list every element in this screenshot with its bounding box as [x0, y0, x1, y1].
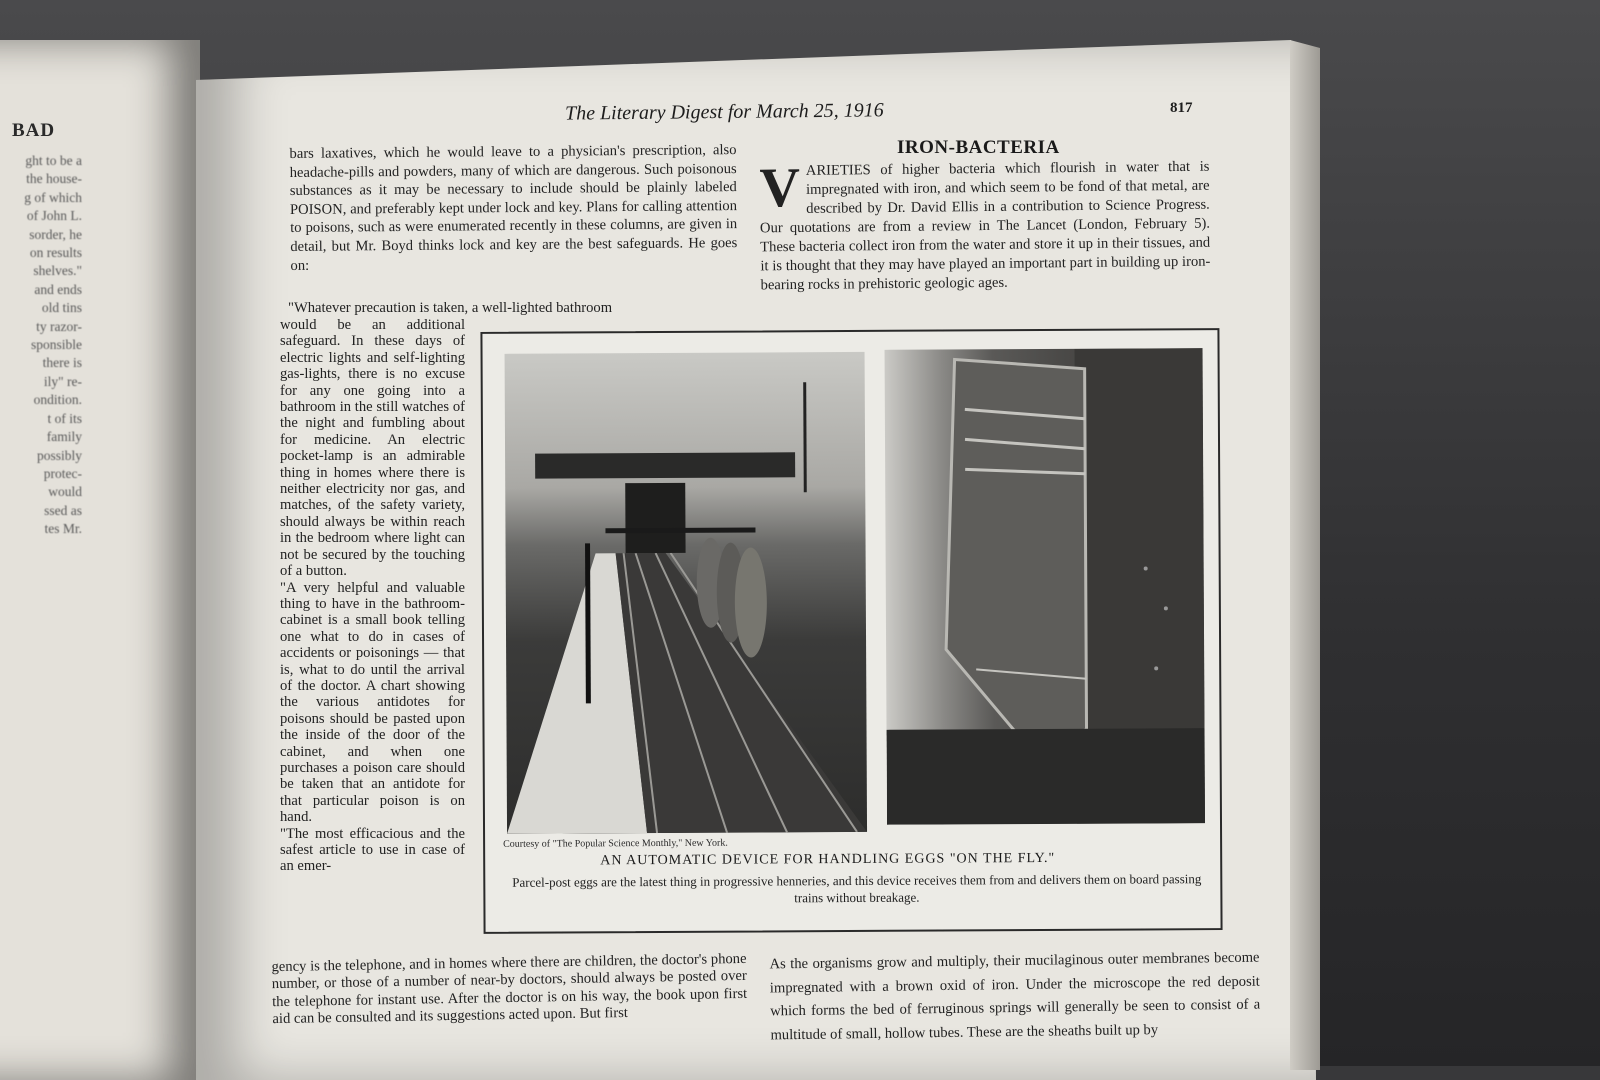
- left-line: tes Mr.: [44, 521, 82, 537]
- figure-caption: AN AUTOMATIC DEVICE FOR HANDLING EGGS "ON THE FLY.": [600, 850, 1056, 869]
- left-line: family: [46, 429, 82, 445]
- page-edge: [1290, 40, 1320, 1070]
- left-line: t of its: [47, 410, 82, 426]
- narrow-paragraph-3: "The most efficacious and the safest article to use in case of an emer-: [280, 825, 465, 875]
- running-head: The Literary Digest for March 25, 1916: [564, 99, 884, 125]
- railway-platform-photo-art: [505, 352, 868, 834]
- narrow-paragraph-2: "A very helpful and valuable thing to have in the bathroom-cabinet is a small book telling one what to do in cases of accidents or poisonings — that is, what to do until the arrival of the doctor. A chart showing the various antidotes for poisons should be pasted upon the inside of the door of the cabinet, and when one purchases a poison care should be taken that an antidote for that particular poison is on hand.: [280, 579, 465, 826]
- left-line: of John L.: [26, 208, 82, 224]
- quote-start: "Whatever precaution is taken, a well-lighted bathroom: [288, 300, 613, 316]
- left-line: protec-: [43, 465, 82, 481]
- drop-cap: V: [759, 156, 801, 220]
- left-page-text: [0, 152, 82, 539]
- left-line: the house-: [26, 171, 82, 187]
- train-car-device-photo: [885, 348, 1205, 825]
- left-line: ily" re-: [43, 373, 82, 389]
- left-line: possibly: [36, 447, 82, 463]
- left-page-title: BAD: [12, 120, 56, 141]
- narrow-paragraph-1: would be an additional safeguard. In these days of electric lights and self-lighting gas-lights, there is no excuse for any one going into a bathroom in the still watches of the night and fumbling about for medicine. An electric pocket-lamp is an admirable thing in homes where there is neither electricity nor gas, and matches, of the safety variety, should always be within reach in the bedroom where light can not be secured by the touching of a button.: [280, 317, 465, 580]
- figure-credit: Courtesy of "The Popular Science Monthly," New York.: [503, 837, 728, 850]
- column1-top-paragraph: [289, 141, 737, 275]
- left-line: ght to be a: [25, 153, 82, 168]
- column2-intro: [759, 158, 1210, 296]
- left-page: [0, 40, 200, 1080]
- train-car-device-photo-art: [885, 348, 1205, 825]
- left-line: g of which: [24, 189, 82, 205]
- left-line: old tins: [41, 300, 82, 316]
- column1-bottom-text: gency is the telephone, and in homes where there are children, the doctor's phone number, or those of a number of near-by doctors, should always be posted over the telephone for instant use. After the doctor is on his way, the book upon first aid can be consulted and its suggestions acted upon. But first: [271, 950, 748, 1028]
- left-line: and ends: [34, 281, 82, 297]
- left-line: sorder, he: [29, 226, 82, 242]
- column1-narrow-text: [280, 317, 465, 875]
- page-number: 817: [1170, 100, 1193, 116]
- left-line: would: [48, 484, 82, 500]
- railway-platform-photo: [505, 352, 868, 834]
- figure: [480, 328, 1222, 934]
- left-line: sponsible: [30, 337, 82, 353]
- figure-description: Parcel-post eggs are the latest thing in progressive henneries, and this device receives them from and delivers them on board passing trains without breakage.: [512, 871, 1202, 906]
- section-title: IRON-BACTERIA: [897, 137, 1060, 158]
- column2-intro-text: ARIETIES of higher bacteria which flourish in water that is impregnated with iron, and which seem to be fond of that metal, are described by Dr. David Ellis in a contribution to Science Progress. Our quotations are from a review in The Lancet (London, February 5). These bacteria collect iron from the water and store it up in their tissues, and it is thought that they may have played an important part in building up iron-bearing rocks in prehistoric geologic ages.: [759, 158, 1211, 294]
- left-line: ondition.: [33, 392, 82, 408]
- column1-top-text: bars laxatives, which he would leave to a physician's prescription, also headache-pills and powders, many of which are dangerous. Such poisonous substances as it may be necessary to include should be plainly labeled POISON, and preferably kept under lock and key. Plans for calling attention to poisons, such as were enumerated recently in these columns, are given in detail, but Mr. Boyd thinks lock and key are the best safeguards. He goes on:: [289, 142, 738, 274]
- left-line: shelves.": [33, 263, 82, 279]
- left-line: there is: [42, 355, 82, 371]
- column2-bottom-text: As the organisms grow and multiply, their mucilaginous outer membranes become impregnated with a brown oxid of iron. Under the microscope the red deposit which forms the bed of ferruginous springs will generally be seen to consist of a multitude of small, hollow tubes. These are the sheaths built up by: [769, 949, 1261, 1043]
- left-line: ty razor-: [36, 318, 82, 334]
- left-line: ssed as: [44, 502, 82, 518]
- left-line: on results: [29, 245, 82, 261]
